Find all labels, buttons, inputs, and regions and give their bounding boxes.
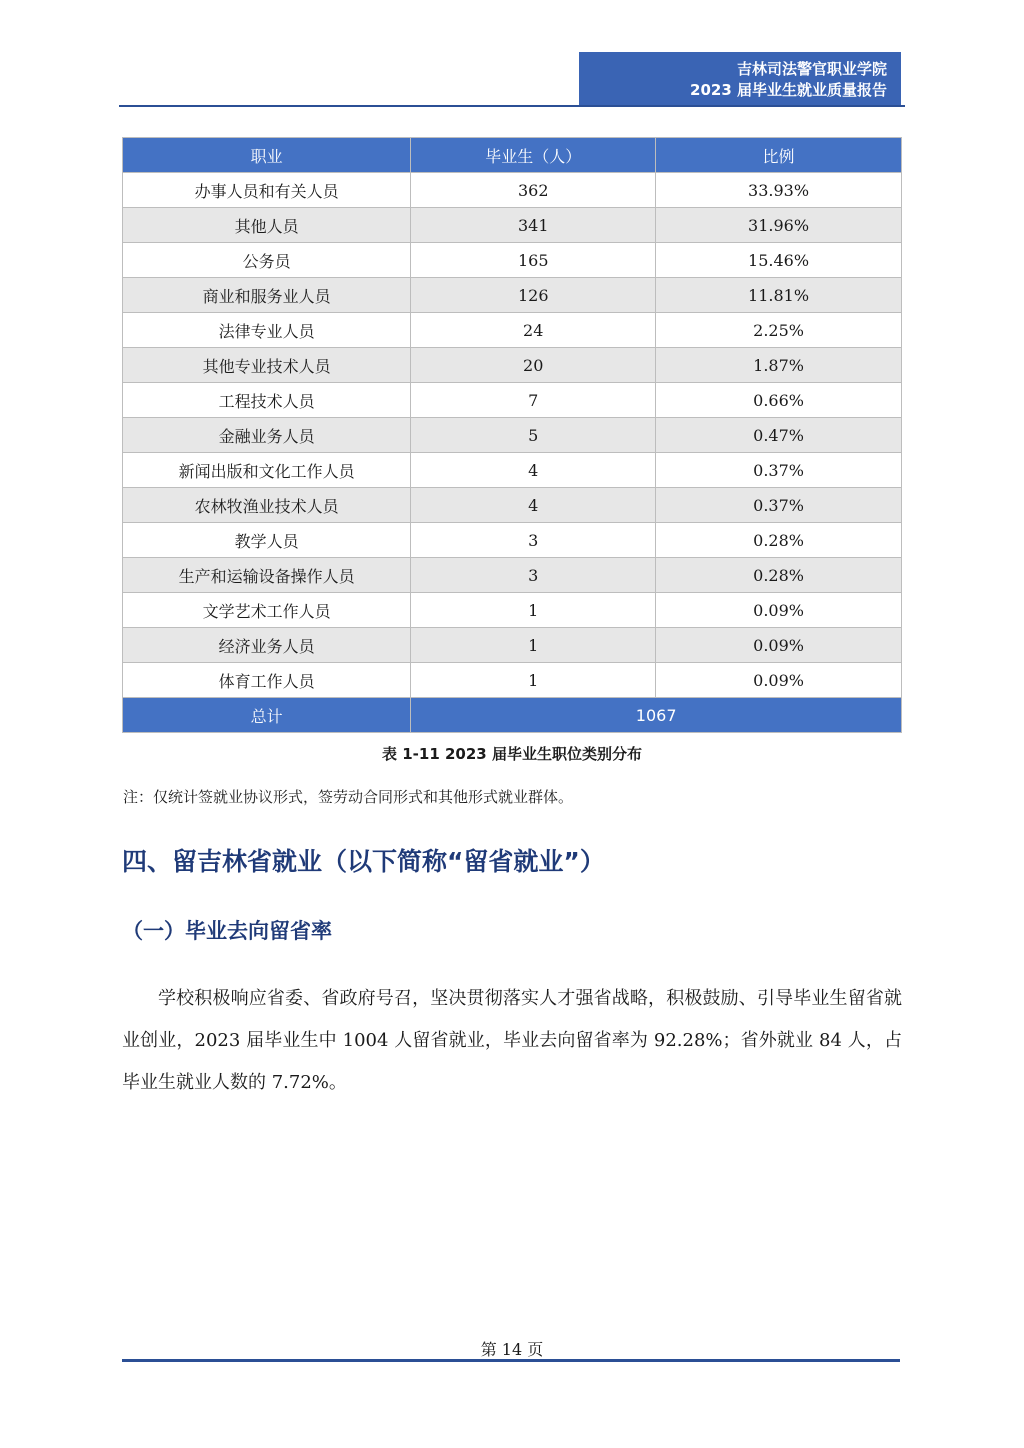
cell-count: 24 — [411, 313, 656, 348]
table-row — [123, 453, 902, 488]
cell-count: 1 — [411, 628, 656, 663]
cell-occupation: 工程技术人员 — [123, 383, 411, 418]
cell-occupation: 经济业务人员 — [123, 628, 411, 663]
cell-ratio: 1.87% — [656, 348, 902, 383]
cell-ratio: 2.25% — [656, 313, 902, 348]
cell-count: 3 — [411, 523, 656, 558]
page-number: 第 14 页 — [480, 1340, 544, 1359]
table-row — [123, 488, 902, 523]
cell-ratio: 0.28% — [656, 558, 902, 593]
cell-count: 4 — [411, 488, 656, 523]
cell-count: 126 — [411, 278, 656, 313]
column-header-count: 毕业生（人） — [411, 138, 656, 173]
cell-occupation: 教学人员 — [123, 523, 411, 558]
cell-count: 20 — [411, 348, 656, 383]
cell-ratio: 0.66% — [656, 383, 902, 418]
table-row — [123, 663, 902, 698]
cell-ratio: 0.28% — [656, 523, 902, 558]
cell-occupation: 法律专业人员 — [123, 313, 411, 348]
table-row — [123, 278, 902, 313]
header-divider — [119, 105, 905, 107]
table-note: 注：仅统计签就业协议形式，签劳动合同形式和其他形式就业群体。 — [123, 788, 574, 806]
cell-count: 165 — [411, 243, 656, 278]
cell-ratio: 0.09% — [656, 628, 902, 663]
body-paragraph: 学校积极响应省委、省政府号召，坚决贯彻落实人才强省战略，积极鼓励、引导毕业生留省就业创业，2023 届毕业生中 1004 人留省就业，毕业去向留省率为 92.28%；省外就业 84 人，占毕业生就业人数的 7.72%。 — [122, 988, 902, 1093]
cell-ratio: 15.46% — [656, 243, 902, 278]
cell-ratio: 11.81% — [656, 278, 902, 313]
table-row — [123, 523, 902, 558]
section-subheading: （一）毕业去向留省率 — [122, 919, 332, 943]
section-heading: 四、留吉林省就业（以下简称“留省就业”） — [122, 847, 605, 876]
cell-count: 4 — [411, 453, 656, 488]
table-row — [123, 383, 902, 418]
cell-occupation: 农林牧渔业技术人员 — [123, 488, 411, 523]
table-total-row — [123, 698, 902, 733]
table-row — [123, 593, 902, 628]
table-row — [123, 558, 902, 593]
cell-count: 1 — [411, 593, 656, 628]
cell-occupation: 其他人员 — [123, 208, 411, 243]
cell-ratio: 0.37% — [656, 453, 902, 488]
header-school-name: 吉林司法警官职业学院 — [736, 60, 887, 78]
cell-occupation: 其他专业技术人员 — [123, 348, 411, 383]
column-header-ratio: 比例 — [656, 138, 902, 173]
table-caption: 表 1-11 2023 届毕业生职位类别分布 — [382, 745, 642, 763]
cell-occupation: 新闻出版和文化工作人员 — [123, 453, 411, 488]
table-body — [123, 173, 902, 698]
header-report-title: 2023 届毕业生就业质量报告 — [690, 81, 887, 99]
cell-count: 362 — [411, 173, 656, 208]
table-row — [123, 208, 902, 243]
cell-count: 7 — [411, 383, 656, 418]
table-row — [123, 243, 902, 278]
cell-ratio: 0.09% — [656, 663, 902, 698]
cell-occupation: 体育工作人员 — [123, 663, 411, 698]
cell-ratio: 31.96% — [656, 208, 902, 243]
occupation-distribution-table — [122, 137, 902, 733]
report-header-box — [579, 52, 901, 106]
cell-ratio: 0.09% — [656, 593, 902, 628]
table-row — [123, 418, 902, 453]
cell-count: 3 — [411, 558, 656, 593]
table-row — [123, 348, 902, 383]
cell-ratio: 33.93% — [656, 173, 902, 208]
cell-occupation: 办事人员和有关人员 — [123, 173, 411, 208]
cell-occupation: 商业和服务业人员 — [123, 278, 411, 313]
cell-ratio: 0.47% — [656, 418, 902, 453]
table-header-row — [123, 138, 902, 173]
cell-count: 341 — [411, 208, 656, 243]
table-row — [123, 313, 902, 348]
table-row — [123, 628, 902, 663]
cell-occupation: 文学艺术工作人员 — [123, 593, 411, 628]
cell-count: 5 — [411, 418, 656, 453]
footer-divider — [122, 1359, 900, 1362]
cell-occupation: 金融业务人员 — [123, 418, 411, 453]
cell-count: 1 — [411, 663, 656, 698]
cell-occupation: 公务员 — [123, 243, 411, 278]
cell-occupation: 生产和运输设备操作人员 — [123, 558, 411, 593]
column-header-occupation: 职业 — [123, 138, 411, 173]
cell-ratio: 0.37% — [656, 488, 902, 523]
total-value: 1067 — [411, 698, 902, 733]
table-row — [123, 173, 902, 208]
total-label: 总计 — [123, 698, 411, 733]
